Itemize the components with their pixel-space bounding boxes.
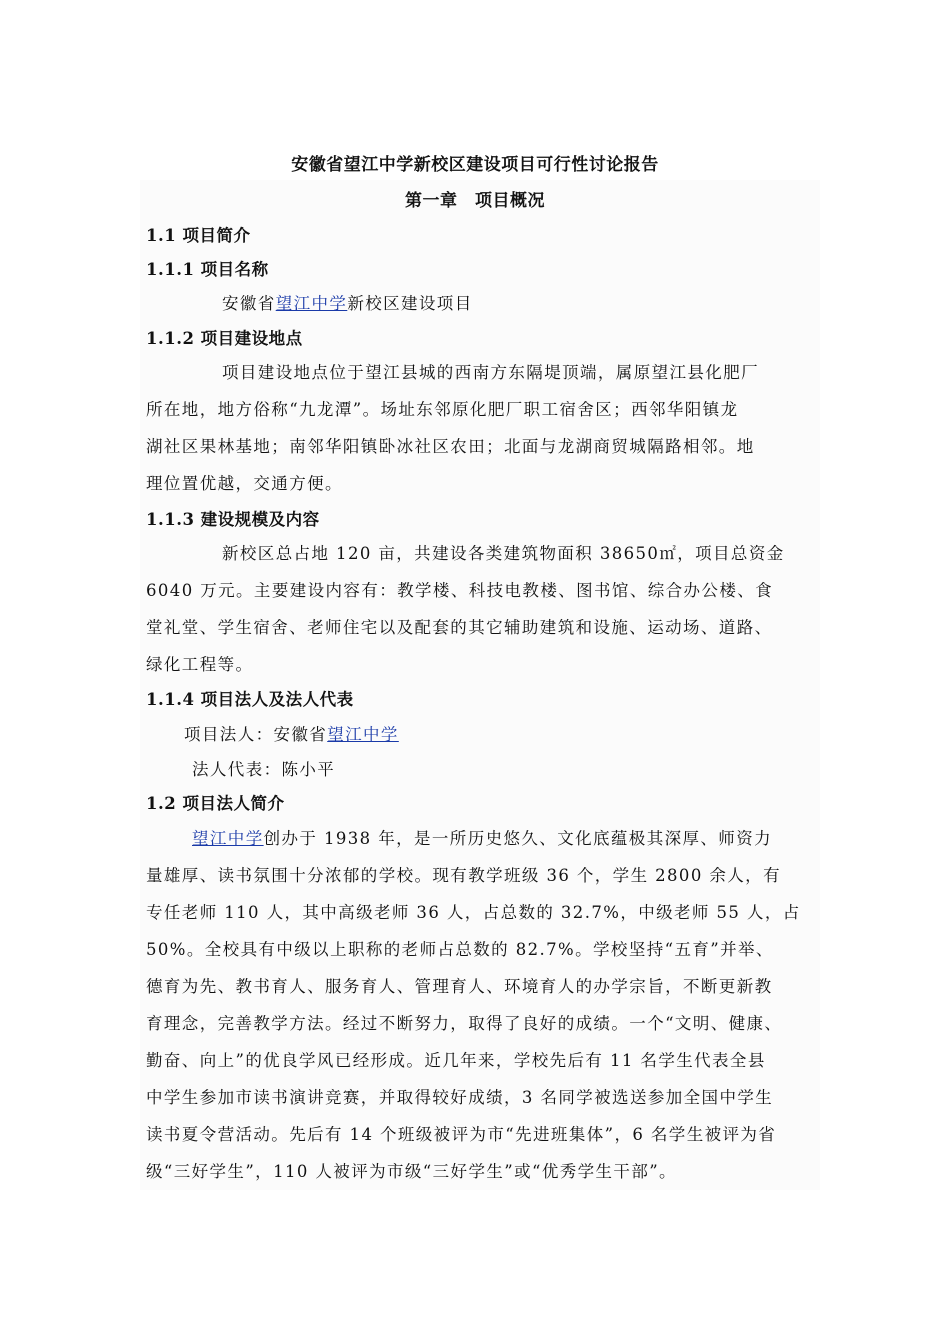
paragraph-line: 中学生参加市读书演讲竞赛，并取得较好成绩，3 名同学被选送参加全国中学生 [146, 1088, 774, 1107]
paragraph-line: 读书夏令营活动。先后有 14 个班级被评为市“先进班集体”，6 名学生被评为省 [146, 1125, 777, 1144]
project-name-prefix: 安徽省 [222, 294, 276, 313]
paragraph-line: 级“三好学生”，110 人被评为市级“三好学生”或“优秀学生干部”。 [146, 1162, 677, 1181]
section-heading-1-1-4: 1.1.4 项目法人及法人代表 [146, 690, 354, 709]
section-heading-1-2: 1.2 项目法人简介 [146, 794, 285, 813]
paragraph-line: 所在地，地方俗称“九龙潭”。场址东邻原化肥厂职工宿舍区；西邻华阳镇龙 [146, 400, 739, 419]
intro-text: 创办于 1938 年，是一所历史悠久、文化底蕴极其深厚、师资力 [263, 829, 772, 848]
paragraph-line: 堂礼堂、学生宿舍、老师住宅以及配套的其它辅助建筑和设施、运动场、道路、 [146, 618, 773, 637]
chapter-title: 第一章 项目概况 [405, 191, 545, 211]
paragraph-line: 德育为先、教书育人、服务育人、管理育人、环境育人的办学宗旨，不断更新教 [146, 977, 773, 996]
section-heading-1-1: 1.1 项目简介 [146, 226, 251, 245]
section-heading-1-1-1: 1.1.1 项目名称 [146, 260, 269, 279]
paragraph-line: 绿化工程等。 [146, 655, 254, 674]
paragraph-line: 专任老师 110 人，其中高级老师 36 人，占总数的 32.7%，中级老师 55 人，占 [146, 903, 801, 922]
project-name-suffix: 新校区建设项目 [347, 294, 473, 313]
legal-entity-line [184, 721, 399, 745]
section-heading-1-1-3: 1.1.3 建设规模及内容 [146, 510, 320, 529]
school-link[interactable]: 望江中学 [275, 294, 348, 313]
legal-representative-line: 法人代表：陈小平 [192, 760, 336, 779]
paragraph-line: 新校区总占地 120 亩，共建设各类建筑物面积 38650㎡，项目总资金 [222, 544, 785, 563]
paragraph-line: 量雄厚、读书氛围十分浓郁的学校。现有教学班级 36 个，学生 2800 余人，有 [146, 866, 781, 885]
section-heading-1-1-2: 1.1.2 项目建设地点 [146, 329, 303, 348]
project-name-line [222, 290, 473, 314]
paragraph-line: 湖社区果林基地；南邻华阳镇卧冰社区农田；北面与龙湖商贸城隔路相邻。地 [146, 437, 755, 456]
paragraph-line [192, 825, 772, 849]
paragraph-line: 50%。全校具有中级以上职称的老师占总数的 82.7%。学校坚持“五育”并举、 [146, 940, 774, 959]
paragraph-line: 项目建设地点位于望江县城的西南方东隔堤顶端，属原望江县化肥厂 [222, 363, 759, 382]
paragraph-line: 育理念，完善教学方法。经过不断努力，取得了良好的成绩。一个“文明、健康、 [146, 1014, 783, 1033]
paragraph-line: 理位置优越，交通方便。 [146, 474, 343, 493]
document-title: 安徽省望江中学新校区建设项目可行性讨论报告 [291, 155, 659, 175]
school-link[interactable]: 望江中学 [327, 725, 399, 744]
school-link[interactable]: 望江中学 [192, 829, 264, 848]
paragraph-line: 勤奋、向上”的优良学风已经形成。近几年来，学校先后有 11 名学生代表全县 [146, 1051, 766, 1070]
legal-entity-label: 项目法人：安徽省 [184, 725, 328, 744]
paragraph-line: 6040 万元。主要建设内容有：教学楼、科技电教楼、图书馆、综合办公楼、食 [146, 581, 774, 600]
